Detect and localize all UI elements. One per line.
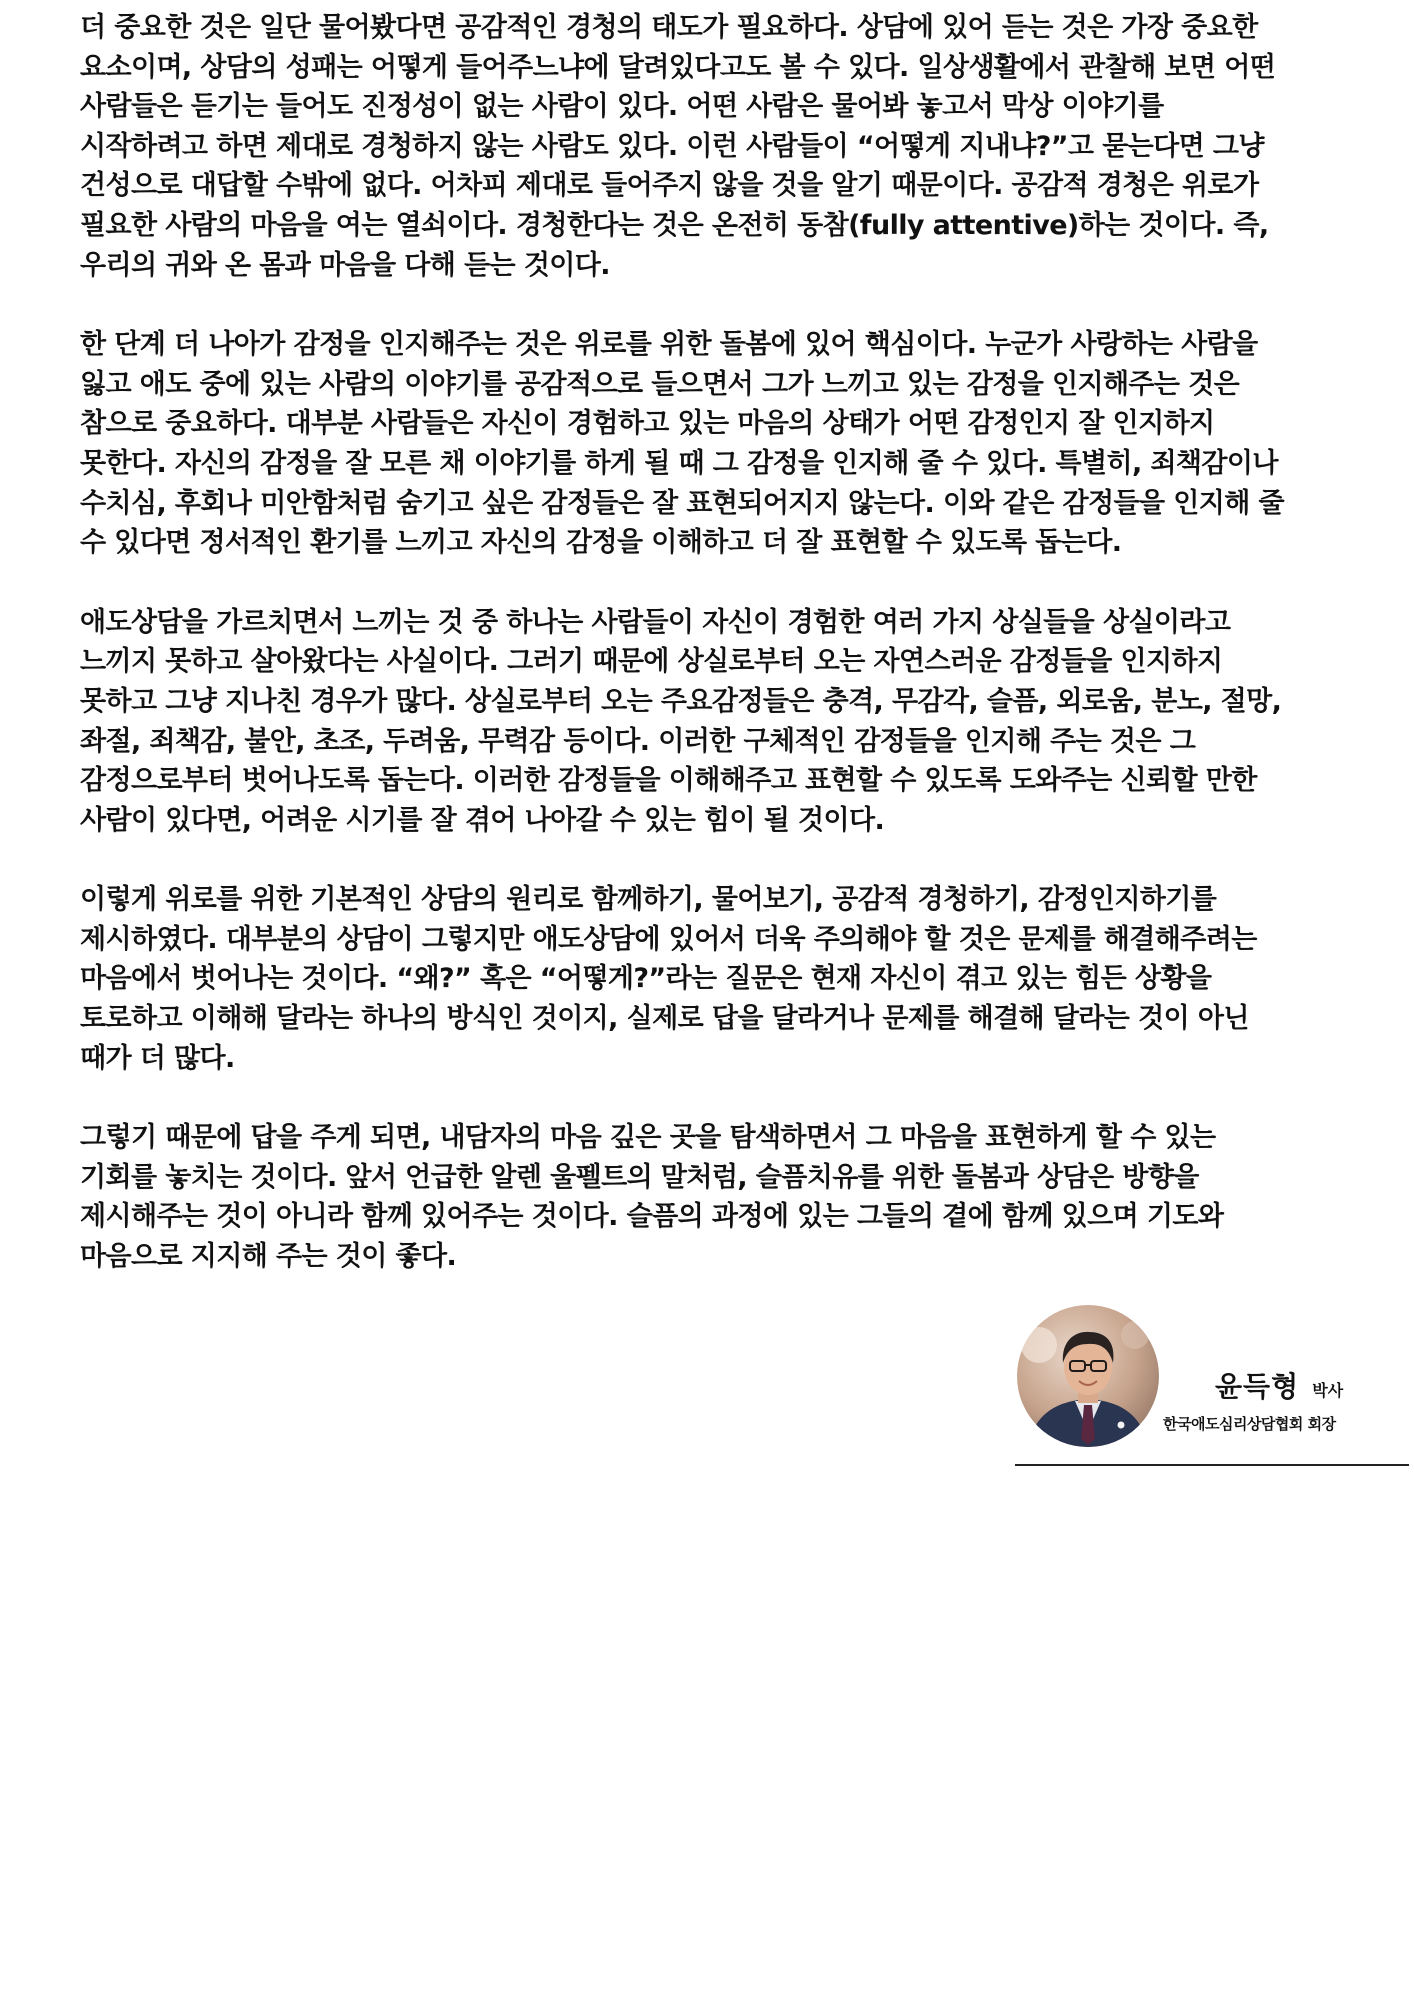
- paragraph-3: 애도상담을 가르치면서 느끼는 것 중 하나는 사람들이 자신이 경험한 여러 가지 상실들을 상실이라고 느끼지 못하고 살아왔다는 사실이다. 그러기 때문에 상실로부터 오는 자연스러운 감정들을 인지하지 못하고 그냥 지나친 경우가 많다. 상실로부터 오는 주요감정들은 충격, 무감각, 슬픔, 외로움, 분노, 절망, 좌절, 죄책감, 불안, 초조, 두려움, 무력감 등이다. 이러한 구체적인 감정들을 인지해 주는 것은 그 감정으로부터 벗어나도록 돕는다. 이러한 감정들을 이해해주고 표현할 수 있도록 도와주는 신뢰할 만한 사람이 있다면, 어려운 시기를 잘 겪어 나아갈 수 있는 힘이 될 것이다.: [80, 606, 1282, 836]
- author-portrait: [1017, 1305, 1159, 1447]
- paragraph-1: 더 중요한 것은 일단 물어봤다면 공감적인 경청의 태도가 필요하다. 상담에 있어 듣는 것은 가장 중요한 요소이며, 상담의 성패는 어떻게 들어주느냐에 달려있다고도 볼 수 있다. 일상생활에서 관찰해 보면 어떤 사람들은 듣기는 들어도 진정성이 없는 사람이 있다. 어떤 사람은 물어봐 놓고서 막상 이야기를 시작하려고 하면 제대로 경청하지 않는 사람도 있다. 이런 사람들이 “어떻게 지내냐?”고 묻는다면 그냥 건성으로 대답할 수밖에 없다. 어차피 제대로 들어주지 않을 것을 알기 때문이다. 공감적 경청은 위로가 필요한 사람의 마음을 여는 열쇠이다. 경청한다는 것은 온전히 동참(fully attentive)하는 것이다. 즉, 우리의 귀와 온 몸과 마음을 다해 듣는 것이다.: [80, 12, 1276, 281]
- author-degree: 박사: [1312, 1381, 1344, 1400]
- author-photo: [1017, 1305, 1159, 1447]
- paragraph-5: 그렇기 때문에 답을 주게 되면, 내담자의 마음 깊은 곳을 탐색하면서 그 마음을 표현하게 할 수 있는 기회를 놓치는 것이다. 앞서 언급한 알렌 울펠트의 말처럼, 슬픔치유를 위한 돌봄과 상담은 방향을 제시해주는 것이 아니라 함께 있어주는 것이다. 슬픔의 과정에 있는 그들의 곁에 함께 있으며 기도와 마음으로 지지해 주는 것이 좋다.: [80, 1122, 1224, 1273]
- author-name-line: [1215, 1365, 1343, 1405]
- paragraph-2: 한 단계 더 나아가 감정을 인지해주는 것은 위로를 위한 돌봄에 있어 핵심이다. 누군가 사랑하는 사람을 잃고 애도 중에 있는 사람의 이야기를 공감적으로 들으면서 그가 느끼고 있는 감정을 인지해주는 것은 참으로 중요하다. 대부분 사람들은 자신이 경험하고 있는 마음의 상태가 어떤 감정인지 잘 인지하지 못한다. 자신의 감정을 잘 모른 채 이야기를 하게 될 때 그 감정을 인지해 줄 수 있다. 특별히, 죄책감이나 수치심, 후회나 미안함처럼 숨기고 싶은 감정들은 잘 표현되어지지 않는다. 이와 같은 감정들을 인지해 줄 수 있다면 정서적인 환기를 느끼고 자신의 감정을 이해하고 더 잘 표현할 수 있도록 돕는다.: [80, 329, 1284, 559]
- author-title: 한국애도심리상담협회 회장: [1163, 1415, 1336, 1433]
- author-byline: [1015, 1305, 1410, 1465]
- author-name: 윤득형: [1215, 1370, 1300, 1403]
- author-divider: [1015, 1464, 1409, 1466]
- article-body: [80, 8, 1290, 1317]
- paragraph-4: 이렇게 위로를 위한 기본적인 상담의 원리로 함께하기, 물어보기, 공감적 경청하기, 감정인지하기를 제시하였다. 대부분의 상담이 그렇지만 애도상담에 있어서 더욱 주의해야 할 것은 문제를 해결해주려는 마음에서 벗어나는 것이다. “왜?” 혹은 “어떻게?”라는 질문은 현재 자신이 겪고 있는 힘든 상황을 토로하고 이해해 달라는 하나의 방식인 것이지, 실제로 답을 달라거나 문제를 해결해 달라는 것이 아닌 때가 더 많다.: [80, 884, 1257, 1074]
